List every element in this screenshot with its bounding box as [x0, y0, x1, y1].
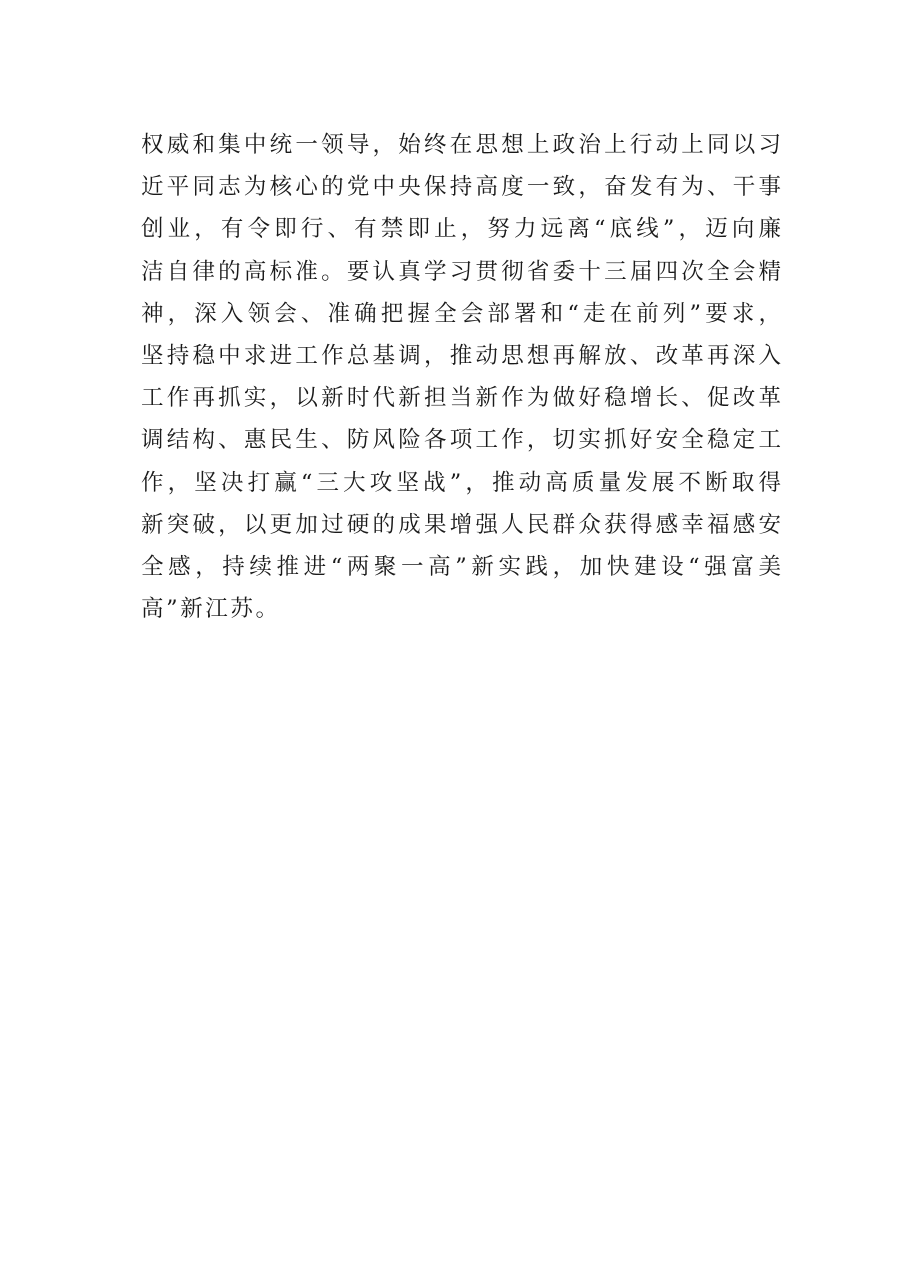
paragraph-line: 坚持稳中求进工作总基调，推动思想再解放、改革再深入 — [141, 342, 781, 369]
paragraph-line: 工作再抓实，以新时代新担当新作为做好稳增长、促改革 — [141, 385, 781, 412]
paragraph-line: 新突破，以更加过硬的成果增强人民群众获得感幸福感安 — [141, 511, 781, 538]
body-paragraph — [141, 124, 781, 630]
paragraph-line: 权威和集中统一领导，始终在思想上政治上行动上同以习 — [141, 132, 781, 158]
paragraph-line: 调结构、惠民生、防风险各项工作，切实抓好安全稳定工 — [141, 427, 781, 454]
paragraph-line: 神，深入领会、准确把握全会部署和“走在前列”要求， — [141, 300, 781, 327]
paragraph-line: 洁自律的高标准。要认真学习贯彻省委十三届四次全会精 — [141, 258, 781, 285]
paragraph-line: 全感，持续推进“两聚一高”新实践，加快建设“强富美 — [141, 553, 781, 580]
paragraph-line: 创业，有令即行、有禁即止，努力远离“底线”，迈向廉 — [141, 216, 781, 243]
paragraph-line: 高”新江苏。 — [141, 596, 281, 623]
paragraph-line: 作，坚决打赢“三大攻坚战”，推动高质量发展不断取得 — [141, 469, 781, 496]
paragraph-line: 近平同志为核心的党中央保持高度一致，奋发有为、干事 — [141, 174, 781, 201]
